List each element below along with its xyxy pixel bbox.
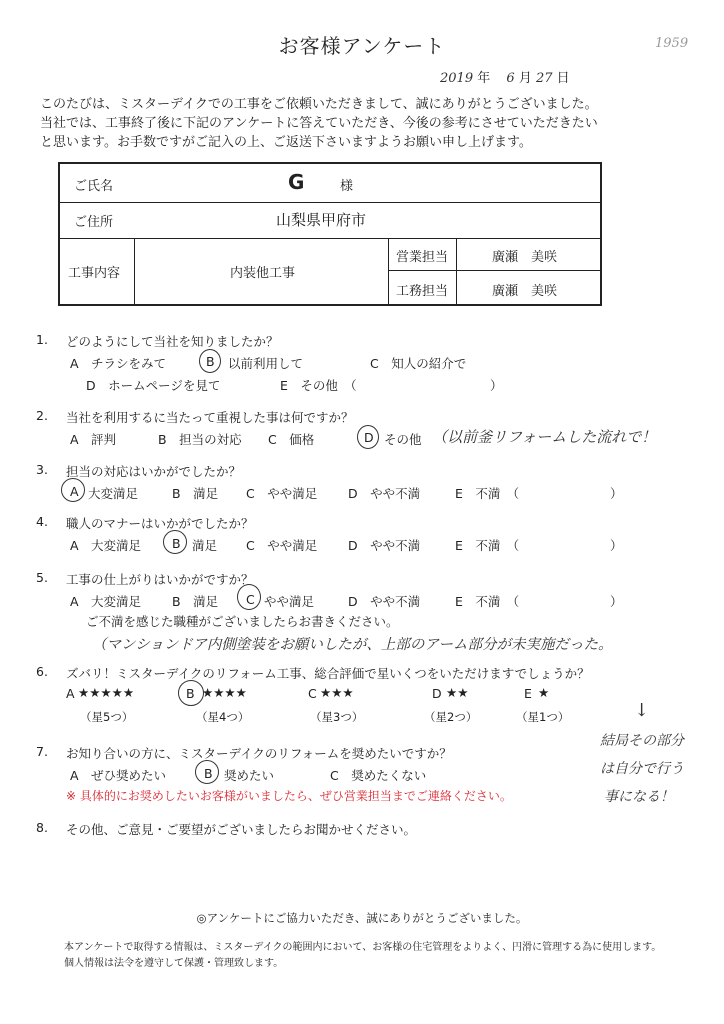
date-year: 2019 — [440, 71, 474, 86]
q6-answer-circle — [178, 680, 204, 706]
q4-option-a: A 大変満足 — [70, 538, 142, 553]
privacy-line: 本アンケートで取得する情報は、ミスターデイクの範囲内において、お客様の住宅管理をよりよく、円滑に管理する為に使用します。 — [64, 942, 662, 953]
work-value: 内装他工事 — [230, 266, 296, 281]
sales-label: 営業担当 — [396, 250, 449, 265]
q6-option-a-label: （星5つ） — [80, 710, 134, 724]
q3-option-e-close: ） — [610, 486, 623, 501]
q6-option-e-stars: ★ — [538, 685, 550, 700]
q1-option-d: D ホームページを見て — [86, 378, 221, 393]
q4-option-e-close: ） — [610, 538, 623, 553]
date-month: 6 — [506, 71, 515, 86]
date-day-unit: 日 — [556, 71, 570, 86]
q3-text: 担当の対応はいかがでしたか？ — [66, 464, 242, 479]
q1-option-c: C 知人の紹介で — [370, 356, 467, 371]
q3-option-e: E 不満 （ — [455, 486, 520, 501]
corner-number: 1959 — [655, 36, 689, 51]
side-note-line: は自分で行う — [600, 761, 684, 777]
q6-option-a-stars: ★★★★★ — [78, 685, 135, 700]
q8-number: 8. — [36, 820, 48, 835]
q5-option-e-close: ） — [610, 594, 623, 609]
q7-text: お知り合いの方に、ミスターデイクのリフォームを奨めたいですか？ — [66, 746, 452, 761]
q4-option-d: D やや不満 — [348, 538, 421, 553]
q6-option-d-letter: D — [432, 686, 442, 701]
q2-option-a: A 評判 — [70, 432, 117, 447]
q7-option-a: A ぜひ奨めたい — [70, 768, 167, 783]
q6-option-d-stars: ★★ — [446, 685, 469, 700]
q5-option-b: B 満足 — [172, 594, 219, 609]
intro-line: このたびは、ミスターデイクでの工事をご依頼いただきまして、誠にありがとうございました。 — [40, 97, 598, 112]
q5-number: 5. — [36, 570, 48, 585]
sales-value: 廣瀬 美咲 — [492, 250, 558, 265]
q7-number: 7. — [36, 744, 48, 759]
q3-option-b: B 満足 — [172, 486, 219, 501]
date-line — [440, 67, 570, 86]
q2-text: 当社を利用するに当たって重視した事は何ですか？ — [66, 410, 354, 425]
construction-value: 廣瀬 美咲 — [492, 284, 558, 299]
q8-text: その他、ご意見・ご要望がございましたらお聞かせください。 — [66, 822, 417, 837]
q5-sub-prompt: ご不満を感じた職種がございましたらお書きください。 — [86, 614, 399, 629]
name-suffix: 様 — [340, 179, 354, 194]
q7-answer-circle — [195, 760, 219, 784]
q6-option-e-letter: E — [524, 686, 532, 701]
footer-thanks: ◎アンケートにご協力いただき、誠にありがとうございました。 — [196, 911, 528, 925]
q7-option-b: B — [204, 766, 213, 781]
q6-option-e-label: （星1つ） — [516, 710, 570, 724]
construction-label: 工務担当 — [396, 284, 449, 299]
q6-option-c-stars: ★★★ — [320, 685, 354, 700]
footer-privacy — [64, 940, 661, 972]
date-day: 27 — [535, 71, 553, 86]
date-year-unit: 年 — [477, 71, 491, 86]
q7-option-c: C 奨めたくない — [330, 768, 427, 783]
q1-answer-circle — [199, 349, 221, 373]
customer-info-table — [58, 162, 602, 306]
name-value: G — [288, 170, 305, 194]
q2-number: 2. — [36, 408, 48, 423]
q6-option-a-letter: A — [66, 686, 75, 701]
q6-option-b-stars: ★★★★ — [202, 685, 247, 700]
q2-option-d-text: その他 — [384, 432, 422, 447]
q5-handwritten-answer: （マンションドア内側塗装をお願いしたが、上部のアーム部分が未実施だった。 — [92, 637, 613, 653]
address-label: ご住所 — [74, 215, 114, 230]
q4-text: 職人のマナーはいかがでしたか？ — [66, 516, 254, 531]
intro-text — [40, 95, 690, 152]
q2-handwritten-answer: （以前釜リフォームした流れで！ — [432, 428, 657, 446]
q4-answer-circle — [163, 530, 187, 554]
name-label: ご氏名 — [74, 179, 114, 194]
q5-option-e: E 不満 （ — [455, 594, 520, 609]
side-note-line: 結局その部分 — [600, 733, 684, 749]
privacy-line: 個人情報は法令を遵守して保護・管理致します。 — [64, 958, 284, 969]
q3-answer-circle — [61, 478, 85, 502]
intro-line: 当社では、工事終了後に下記のアンケートに答えていただき、今後の参考にさせていただきたい — [40, 116, 598, 131]
q5-option-a: A 大変満足 — [70, 594, 142, 609]
q1-option-b-text: 以前利用して — [228, 356, 304, 371]
q3-option-c: C やや満足 — [246, 486, 318, 501]
q1-text: どのようにして当社を知りましたか？ — [66, 334, 279, 349]
q7-option-b-text: 奨めたい — [224, 768, 275, 783]
q6-option-c-letter: C — [308, 686, 317, 701]
q4-option-b: B — [172, 536, 181, 551]
address-value: 山梨県甲府市 — [276, 211, 367, 229]
q4-option-b-text: 満足 — [192, 538, 218, 553]
q6-option-d-label: （星2つ） — [424, 710, 478, 724]
q3-number: 3. — [36, 462, 48, 477]
q2-option-d: D — [364, 430, 374, 445]
q1-option-b: B — [206, 354, 215, 369]
side-note-line: 事になる！ — [604, 789, 674, 805]
page-title: お客様アンケート — [278, 34, 446, 58]
intro-line: と思います。お手数ですがご記入の上、ご返送下さいますようお願い申し上げます。 — [40, 135, 532, 150]
q1-number: 1. — [36, 332, 48, 347]
q6-option-c-label: （星3つ） — [310, 710, 364, 724]
q1-option-a: A チラシをみて — [70, 356, 167, 371]
q5-option-d: D やや不満 — [348, 594, 421, 609]
work-label: 工事内容 — [68, 266, 121, 281]
q6-option-b-letter: B — [186, 686, 195, 701]
side-note-arrow: ↓ — [634, 700, 650, 721]
q2-option-c: C 価格 — [268, 432, 315, 447]
q1-option-e-close: ） — [490, 378, 503, 393]
q7-note: ※ 具体的にお奨めしたいお客様がいましたら、ぜひ営業担当までご連絡ください。 — [66, 789, 512, 803]
q5-option-c-text: やや満足 — [264, 594, 315, 609]
q5-option-c: C — [246, 592, 255, 607]
q6-text: ズバリ！ミスターデイクのリフォーム工事、総合評価で星いくつをいただけますでしょうか？ — [66, 666, 590, 681]
q6-option-b-label: （星4つ） — [196, 710, 250, 724]
q5-answer-circle — [237, 584, 261, 610]
q5-text: 工事の仕上がりはいかがですか？ — [66, 572, 254, 587]
q6-number: 6. — [36, 664, 48, 679]
q2-option-b: B 担当の対応 — [158, 432, 242, 447]
q2-answer-circle — [357, 425, 379, 449]
q4-option-e: E 不満 （ — [455, 538, 520, 553]
date-month-unit: 月 — [518, 71, 532, 86]
q3-option-d: D やや不満 — [348, 486, 421, 501]
q3-option-a: A — [70, 484, 79, 499]
q1-option-e: E その他 （ — [280, 378, 357, 393]
q3-option-a-text: 大変満足 — [88, 486, 139, 501]
q4-option-c: C やや満足 — [246, 538, 318, 553]
q4-number: 4. — [36, 514, 48, 529]
